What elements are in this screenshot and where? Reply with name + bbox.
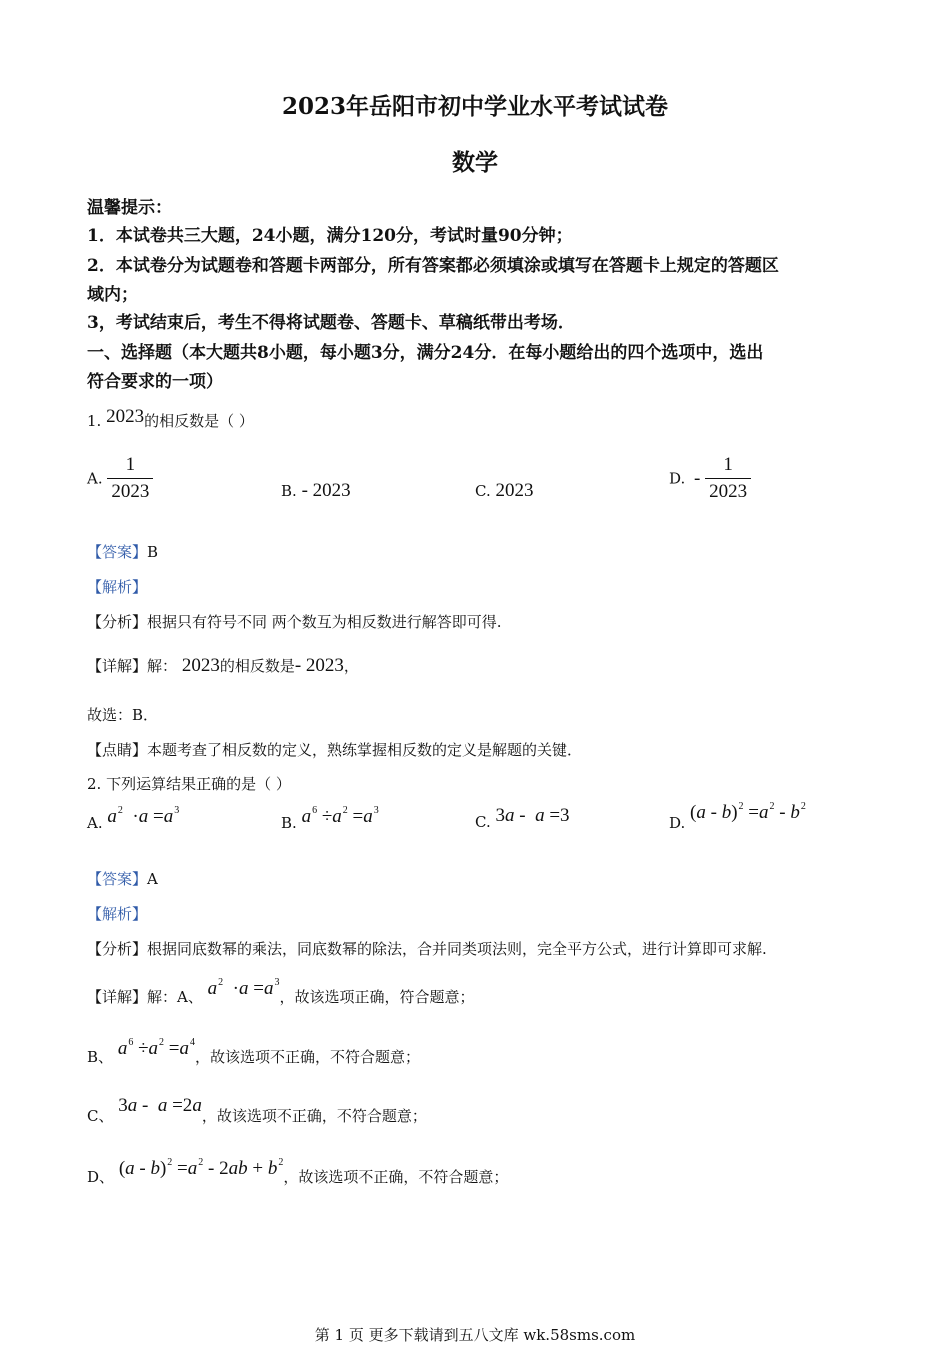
xiangjie-prefix: C、 bbox=[87, 1107, 114, 1125]
xiangjie-note: ，故该选项不正确，不符合题意； bbox=[194, 1048, 420, 1066]
xiangjie-line-a bbox=[87, 977, 475, 1008]
option-a bbox=[87, 805, 180, 834]
xiangjie-line-d bbox=[87, 1157, 509, 1188]
math-expression: - 2023 bbox=[294, 655, 344, 676]
choice-line: 故选：B． bbox=[87, 706, 159, 724]
option-a bbox=[87, 454, 153, 503]
fenxi-line bbox=[87, 938, 767, 959]
option-label: C. bbox=[475, 482, 491, 500]
fraction bbox=[705, 454, 751, 503]
math-expression: $a^2 \cdot a =a^3$ bbox=[207, 977, 280, 999]
fraction bbox=[107, 454, 153, 503]
option-label: B. bbox=[281, 482, 297, 500]
analysis-tag: 【解析】 bbox=[87, 578, 148, 596]
dianjing-text: 本题考查了相反数的定义，熟练掌握相反数的定义是解题的关键． bbox=[147, 741, 583, 759]
page-title: 2023年岳阳市初中学业水平考试试卷 bbox=[281, 93, 668, 120]
xiangjie-text: 解：A、 bbox=[147, 988, 203, 1006]
answer-value: B bbox=[147, 543, 159, 561]
math-expression: 3a - a =3 bbox=[495, 805, 570, 826]
dianjing-tag: 【点睛】 bbox=[87, 741, 148, 759]
option-label: B. bbox=[281, 814, 297, 832]
math-expression: $a^2 \cdot a =a^3$ bbox=[107, 805, 180, 827]
minus-sign: - bbox=[694, 467, 701, 489]
xiangjie-note: ，故该选项不正确，不符合题意； bbox=[201, 1107, 427, 1125]
option-label: D. bbox=[669, 469, 686, 488]
question-number: 1. bbox=[87, 412, 102, 430]
tips-heading: 温馨提示： bbox=[87, 198, 172, 218]
option-c bbox=[475, 480, 534, 502]
option-label: A. bbox=[87, 469, 103, 488]
fenxi-line bbox=[87, 611, 502, 632]
question-2: 2. 下列运算结果正确的是（ ） bbox=[87, 775, 291, 793]
analysis-tag: 【解析】 bbox=[87, 905, 148, 923]
fenxi-text: 根据只有符号不同 两个数互为相反数进行解答即可得. bbox=[147, 613, 502, 631]
answer-line bbox=[87, 868, 158, 889]
option-b bbox=[281, 480, 351, 502]
tips-line-2b: 域内； bbox=[87, 285, 138, 305]
option-label: D. bbox=[669, 814, 686, 832]
page-footer: 第 1 页 更多下载请到五八文库 wk.58sms.com bbox=[314, 1326, 636, 1344]
answer-tag: 【答案】 bbox=[87, 543, 148, 561]
math-expression: $(a - b)^2 =a^2 - 2ab + b^2$ bbox=[118, 1157, 284, 1179]
math-expression: $a^6 \div a^2 =a^3$ bbox=[301, 805, 379, 827]
answer-value: A bbox=[147, 870, 158, 888]
tips-line-3: 3，考试结束后，考生不得将试题卷、答题卡、草稿纸带出考场． bbox=[87, 313, 575, 333]
math-expression: 2023 bbox=[495, 480, 534, 501]
xiangjie-text: 解： bbox=[147, 657, 178, 675]
math-expression: $a^6 \div a^2 =a^4$ bbox=[117, 1037, 195, 1059]
answer-tag: 【答案】 bbox=[87, 870, 148, 888]
xiangjie-prefix: D、 bbox=[87, 1168, 115, 1186]
tips-line-1: 1．本试卷共三大题，24小题，满分120分，考试时量90分钟； bbox=[87, 226, 573, 246]
dianjing-line bbox=[87, 739, 582, 760]
xiangjie-prefix: B、 bbox=[87, 1048, 114, 1066]
option-d bbox=[669, 454, 751, 503]
option-label: A. bbox=[87, 814, 103, 832]
tips-line-2a: 2．本试卷分为试题卷和答题卡两部分，所有答案都必须填涂或填写在答题卡上规定的答题区 bbox=[87, 256, 779, 276]
option-c bbox=[475, 805, 570, 833]
fenxi-text: 根据同底数幂的乘法，同底数幂的除法，合并同类项法则，完全平方公式，进行计算即可求解. bbox=[147, 940, 767, 958]
xiangjie-line-c bbox=[87, 1095, 427, 1127]
fenxi-tag: 【分析】 bbox=[87, 613, 148, 631]
xiangjie-note: ，故该选项不正确，不符合题意； bbox=[283, 1168, 509, 1186]
xiangjie-tag: 【详解】 bbox=[87, 657, 148, 675]
math-expression: - 2023 bbox=[301, 480, 351, 501]
fraction-numerator: 1 bbox=[723, 454, 733, 475]
math-expression: 2023 bbox=[106, 406, 145, 427]
question-stem: 的相反数是（ ） bbox=[144, 412, 254, 430]
xiangjie-line-b bbox=[87, 1037, 420, 1068]
xiangjie-line bbox=[87, 655, 359, 677]
xiangjie-tag: 【详解】 bbox=[87, 988, 148, 1006]
section-heading-line-2: 符合要求的一项） bbox=[87, 372, 223, 392]
fraction-denominator: 2023 bbox=[107, 478, 153, 503]
fenxi-tag: 【分析】 bbox=[87, 940, 148, 958]
option-label: C. bbox=[475, 813, 491, 831]
xiangjie-text: ， bbox=[343, 657, 359, 675]
math-expression: $(a - b)^2 =a^2 - b^2$ bbox=[690, 801, 806, 823]
option-d bbox=[669, 801, 806, 834]
section-heading-line-1: 一、选择题（本大题共8小题，每小题3分，满分24分．在每小题给出的四个选项中，选出 bbox=[87, 343, 764, 363]
answer-line bbox=[87, 541, 158, 562]
fraction-denominator: 2023 bbox=[705, 478, 751, 503]
xiangjie-note: ，故该选项正确，符合题意； bbox=[279, 988, 475, 1006]
option-b bbox=[281, 805, 379, 834]
math-expression: 2023 bbox=[181, 655, 220, 676]
math-expression: 3a - a =2a bbox=[118, 1095, 202, 1116]
subject-title: 数学 bbox=[452, 149, 498, 176]
xiangjie-text: 的相反数是 bbox=[219, 657, 295, 675]
fraction-numerator: 1 bbox=[125, 454, 136, 475]
question-1 bbox=[87, 406, 254, 432]
